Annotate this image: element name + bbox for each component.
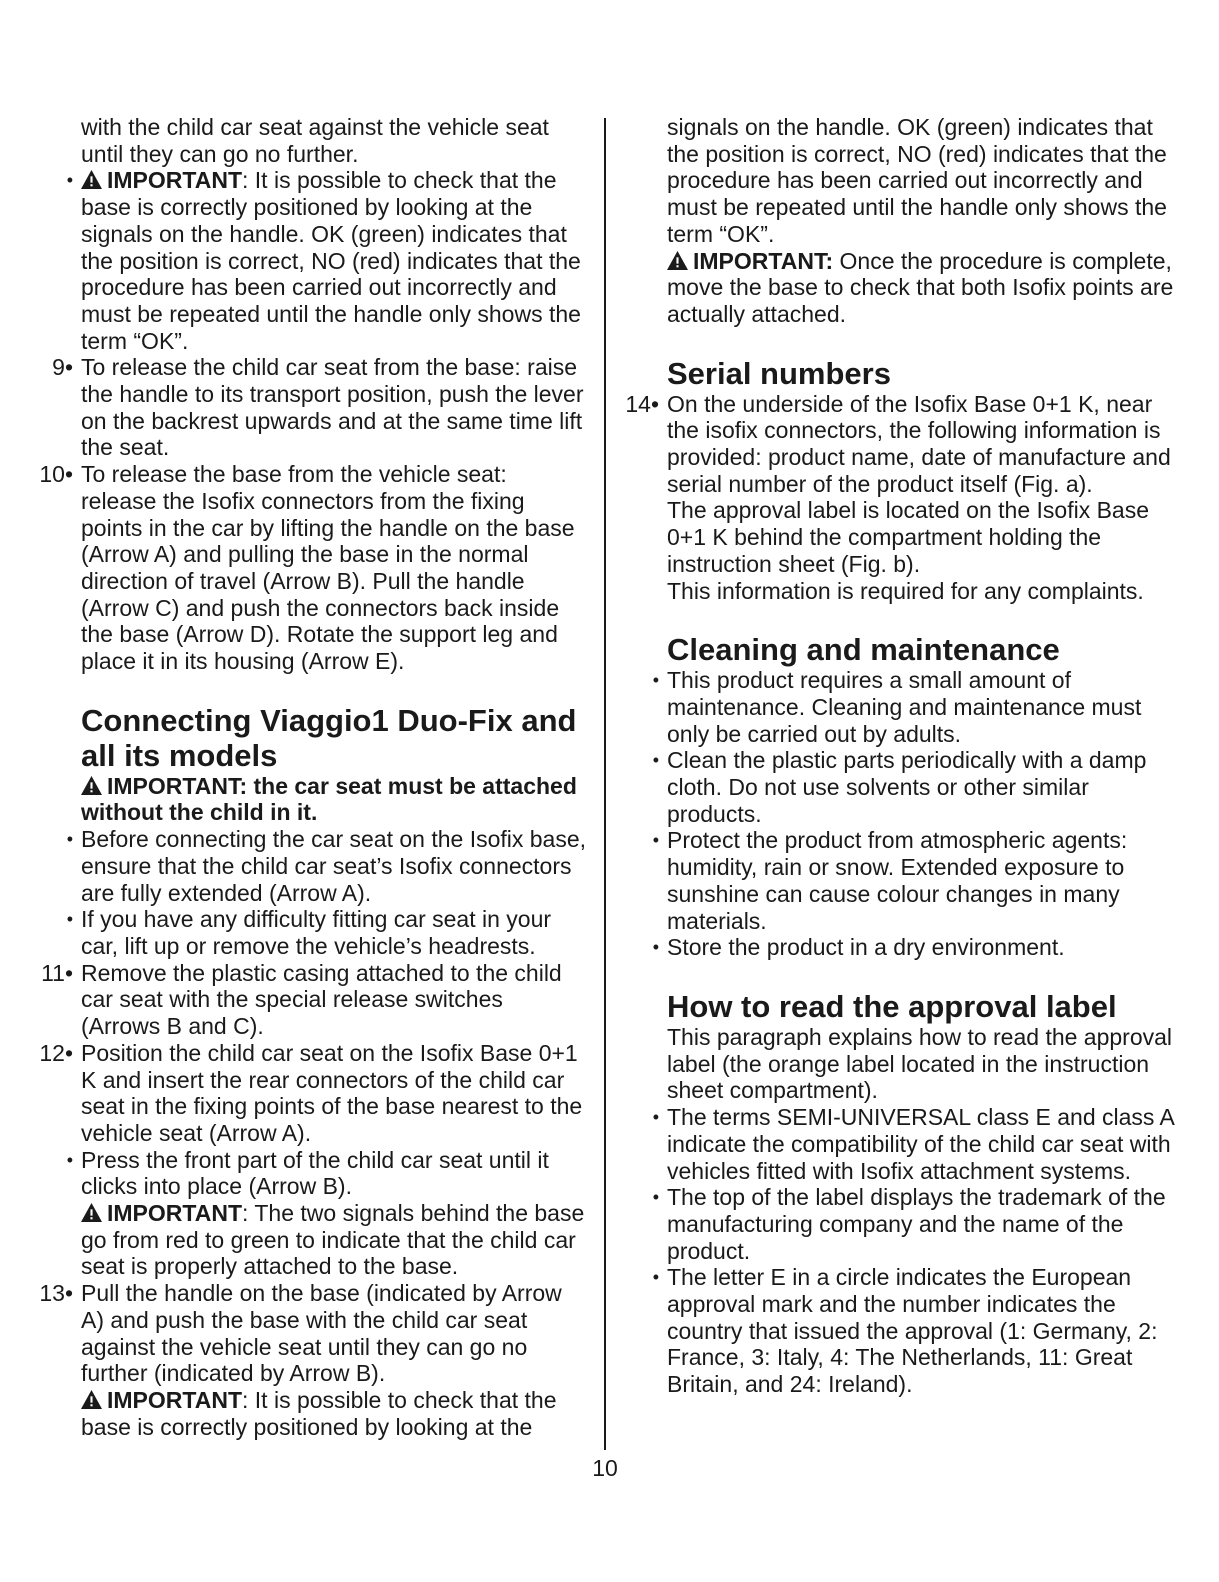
warning-icon xyxy=(667,251,688,270)
step-number: 9• xyxy=(52,354,73,381)
section-heading-approval-label: How to read the approval label xyxy=(667,988,1117,1024)
important-label: IMPORTANT xyxy=(107,1200,243,1227)
paragraph: This information is required for any complaints. xyxy=(667,577,1144,604)
important-paragraph: IMPORTANT: Once the procedure is complete, move the base to check that both Isofix points are actually attached. xyxy=(667,247,1174,327)
important-note: IMPORTANT: the car seat must be attached without the child in it. xyxy=(81,772,577,826)
list-item: • The terms SEMI-UNIVERSAL class E and class A indicate the compatibility of the child car seat with vehicles fitted with Isofix attachment systems. xyxy=(652,1104,1174,1184)
list-item: • Before connecting the car seat on the Isofix base, ensure that the child car seat’s Isofix connectors are fully extended (Arrow A). xyxy=(66,826,587,906)
important-paragraph: IMPORTANT: It is possible to check that the base is correctly positioned by looking at the xyxy=(81,1386,557,1440)
continuation-paragraph: signals on the handle. OK (green) indicates that the position is correct, NO (red) indicates that the procedure has been carried out incorrectly and must be repeated until the handle only shows the term “OK”. xyxy=(667,114,1167,247)
list-item: • IMPORTANT: It is possible to check that the base is correctly positioned by looking at the signals on the handle. OK (green) indicates that the position is correct, NO (red) indicates that the procedure has been carried out incorrectly and must be repeated until the handle only shows the term “OK”. xyxy=(66,167,581,354)
step-number: 10• xyxy=(39,461,73,488)
step-number: 13• xyxy=(39,1280,73,1307)
continuation-line-1: with the child car seat against the vehicle seat xyxy=(81,114,549,140)
list-item: • Press the front part of the child car seat until it clicks into place (Arrow B). xyxy=(66,1146,549,1200)
step-11: 11• Remove the plastic casing attached to the child car seat with the special release switches (Arrows B and C). xyxy=(34,960,588,1040)
list-item: • Protect the product from atmospheric agents: humidity, rain or snow. Extended exposure to sunshine can cause colour changes in many materials. xyxy=(652,827,1128,934)
warning-icon xyxy=(81,1203,102,1222)
step-number: 14• xyxy=(625,390,659,417)
step-13: 13• Pull the handle on the base (indicated by Arrow A) and push the base with the child car seat against the vehicle seat until they can go no further (indicated by Arrow B). xyxy=(34,1280,588,1387)
section-heading-serial: Serial numbers xyxy=(667,355,891,391)
warning-icon xyxy=(81,776,102,795)
list-item: • Store the product in a dry environment. xyxy=(652,934,1065,961)
list-item: • This product requires a small amount of maintenance. Cleaning and maintenance must only be carried out by adults. xyxy=(652,667,1142,747)
list-item: • If you have any difficulty fitting car seat in your car, lift up or remove the vehicle’s headrests. xyxy=(66,906,552,959)
column-divider xyxy=(604,118,606,1450)
step-12: 12• Position the child car seat on the Isofix Base 0+1 K and insert the rear connectors of the child car seat in the fixing points of the base nearest to the vehicle seat (Arrow A). xyxy=(34,1040,588,1147)
important-paragraph: IMPORTANT: The two signals behind the base go from red to green to indicate that the child car seat is properly attached to the base. xyxy=(81,1200,585,1280)
important-label: IMPORTANT xyxy=(107,167,243,194)
step-10: 10• To release the base from the vehicle seat: release the Isofix connectors from the fixing points in the car by lifting the handle on the base (Arrow A) and pulling the base in the normal direction of travel (Arrow B). Pull the handle (Arrow C) and push the connectors back inside the base (Arrow D). Rotate the support leg and place it in its housing (Arrow E). xyxy=(34,461,588,675)
list-item: • The top of the label displays the trademark of the manufacturing company and the name of the product. xyxy=(652,1184,1166,1264)
warning-icon xyxy=(81,1390,102,1409)
continuation-line-2: until they can go no further. xyxy=(81,140,359,167)
step-9: 9• To release the child car seat from the base: raise the handle to its transport position, push the lever on the backrest upwards and at the same time lift the seat. xyxy=(34,354,588,461)
list-item: • The letter E in a circle indicates the European approval mark and the number indicates the country that issued the approval (1: Germany, 2: France, 3: Italy, 4: The Netherlands, 11: Great Britain, and 24: Ireland). xyxy=(652,1264,1158,1398)
warning-icon xyxy=(81,170,102,189)
important-label: IMPORTANT: xyxy=(693,247,834,274)
section-heading-cleaning: Cleaning and maintenance xyxy=(667,632,1060,668)
list-item: • Clean the plastic parts periodically with a damp cloth. Do not use solvents or other similar products. xyxy=(652,747,1147,827)
right-column xyxy=(620,114,1176,1398)
step-14: 14• On the underside of the Isofix Base 0+1 K, near the isofix connectors, the following information is provided: product name, date of manufacture and serial number of the product itself (Fig. a). xyxy=(620,391,1176,498)
left-column xyxy=(34,114,588,1440)
important-label: IMPORTANT xyxy=(107,1386,243,1413)
paragraph: The approval label is located on the Isofix Base 0+1 K behind the compartment holding the instruction sheet (Fig. b). xyxy=(667,497,1150,577)
step-number: 11• xyxy=(41,959,73,986)
page-number: 10 xyxy=(592,1455,618,1481)
step-number: 12• xyxy=(39,1039,73,1066)
section-heading-connecting: Connecting Viaggio1 Duo-Fix and all its models xyxy=(81,702,577,773)
paragraph: This paragraph explains how to read the approval label (the orange label located in the instruction sheet compartment). xyxy=(667,1023,1173,1104)
